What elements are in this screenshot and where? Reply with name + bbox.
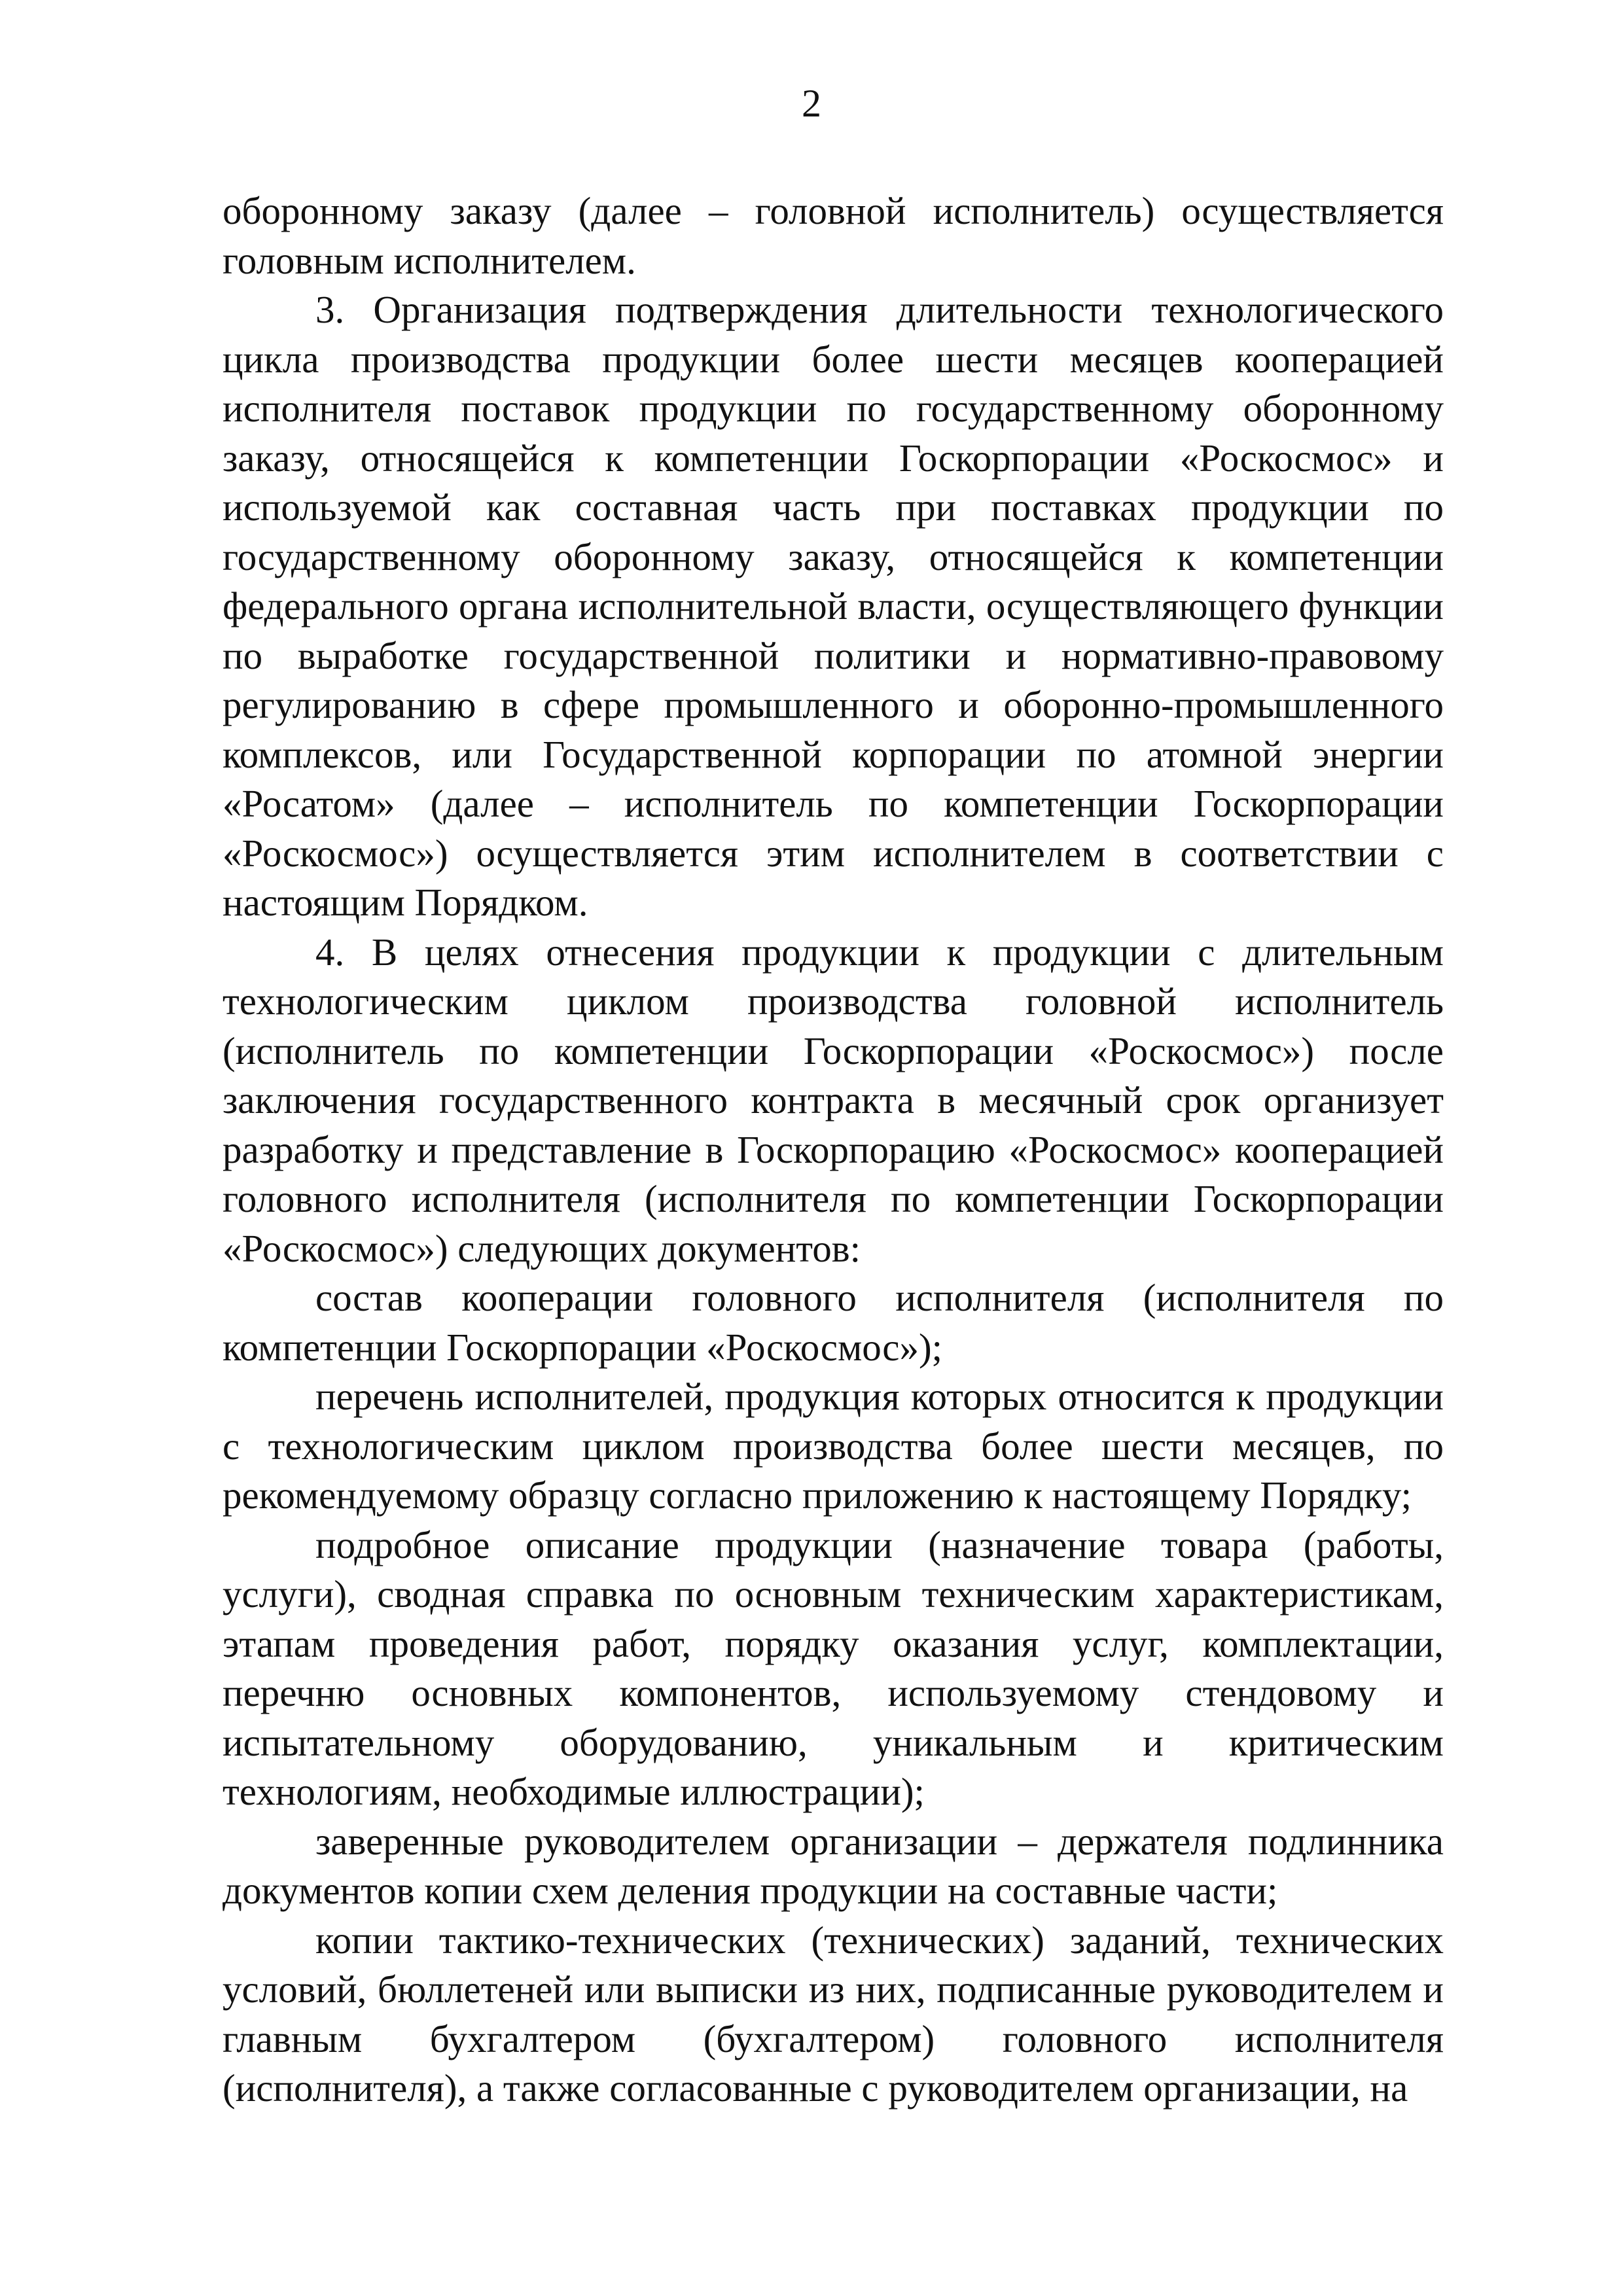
list-item-division-schemes: заверенные руководителем организации – держателя подлинника документов копии схем деления продукции на составные части; [223, 1819, 1444, 1912]
list-item-executors-list: перечень исполнителей, продукция которых относится к продукции с технологическим циклом производства более шести месяцев, по рекомендуемому образцу согласно приложению к настоящему Порядку; [223, 1375, 1444, 1517]
paragraph-item-4: 4. В целях отнесения продукции к продукции с длительным технологическим циклом производства головной исполнитель (исполнитель по компетенции Госкорпорации «Роскосмос») после заключения государственного контракта в месячный срок организует разработку и представление в Госкорпорацию «Роскосмос» кооперацией головного исполнителя (исполнителя по компетенции Госкорпорации «Роскосмос») следующих документов: [223, 930, 1444, 1270]
page-number: 2 [802, 82, 821, 125]
paragraph-item-3: 3. Организация подтверждения длительности технологического цикла производства продукции более шести месяцев кооперацией исполнителя поставок продукции по государственному оборонному заказу, относящейся к компетенции Госкорпорации «Роскосмос» и используемой как составная часть при поставках продукции по государственному оборонному заказу, относящейся к компетенции федерального органа исполнительной власти, осуществляющего функции по выработке государственной политики и нормативно-правовому регулированию в сфере промышленного и оборонно-промышленного комплексов, или Государственной корпорации по атомной энергии «Росатом» (далее – исполнитель по компетенции Госкорпорации «Роскосмос») осуществляется этим исполнителем в соответствии с настоящим Порядком. [223, 288, 1444, 924]
paragraph-continuation: оборонному заказу (далее – головной исполнитель) осуществляется головным исполнителем. [223, 189, 1444, 282]
list-item-product-description: подробное описание продукции (назначение товара (работы, услуги), сводная справка по основным техническим характеристикам, этапам проведения работ, порядку оказания услуг, комплектации, перечню основных компонентов, используемому стендовому и испытательному оборудованию, уникальным и критическим технологиям, необходимые иллюстрации); [223, 1523, 1444, 1813]
list-item-cooperation-composition: состав кооперации головного исполнителя (исполнителя по компетенции Госкорпорации «Роскосмос»); [223, 1276, 1444, 1369]
document-body [223, 186, 1444, 2113]
list-item-technical-specs: копии тактико-технических (технических) заданий, технических условий, бюллетеней или выписки из них, подписанные руководителем и главным бухгалтером (бухгалтером) головного исполнителя (исполнителя), а также согласованные с руководителем организации, на [223, 1918, 1444, 2110]
